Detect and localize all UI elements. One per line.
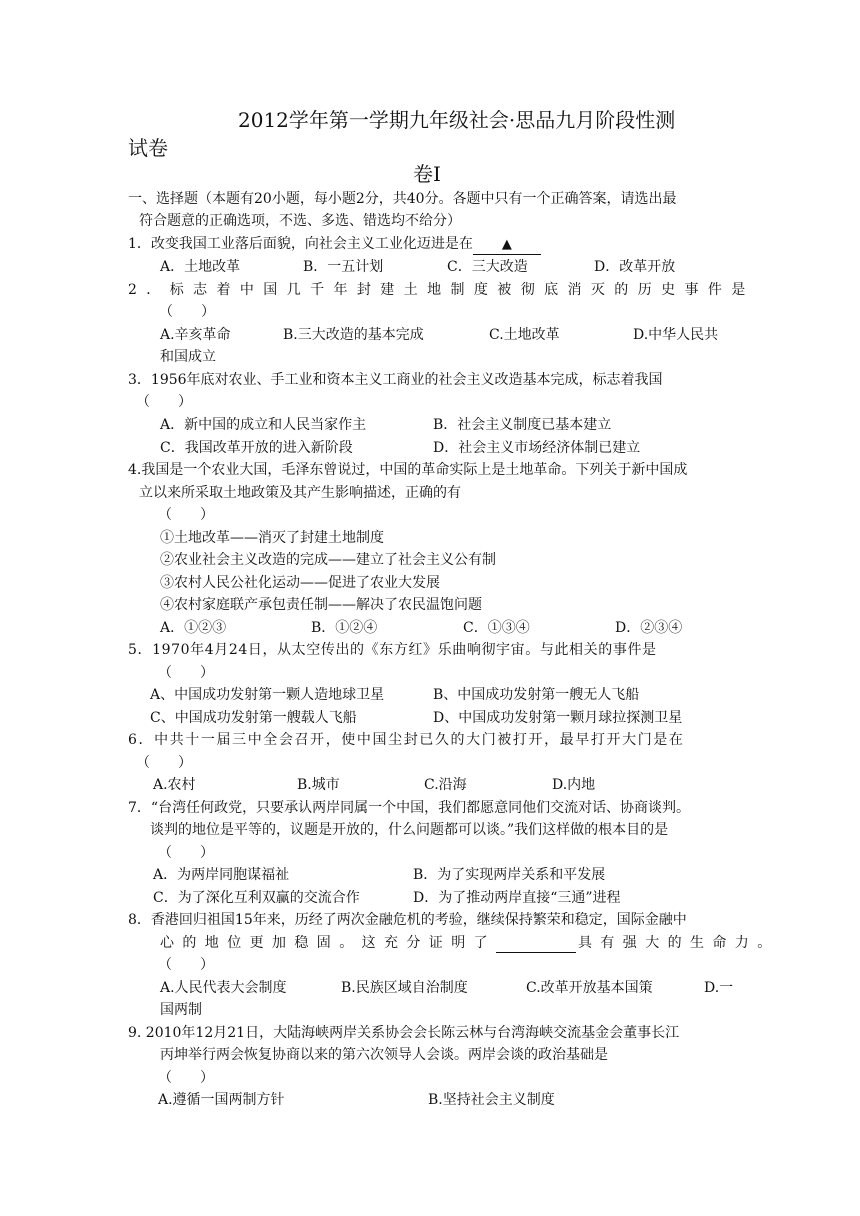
q7-option-b: B．为了实现两岸关系和平发展 (413, 867, 606, 883)
q8-stem-line-2-end: 具有强大的生命力。 (578, 935, 780, 951)
q6-option-d: D.内地 (552, 777, 596, 793)
title-line-1: 2012学年第一学期九年级社会·思品九月阶段性测 (238, 108, 676, 132)
q3-option-c: C．我国改革开放的进入新阶段 (160, 440, 353, 456)
q4-item-1: ①土地改革——消灭了封建土地制度 (160, 530, 384, 546)
q7-option-a: A．为两岸同胞谋福祉 (153, 867, 290, 883)
q9-stem-line-2: 丙坤举行两会恢复协商以来的第六次领导人会谈。两岸会谈的政治基础是 (160, 1047, 608, 1063)
q6-option-c: C.沿海 (424, 777, 467, 793)
q7-stem-line-1: 7．“台湾任何政党，只要承认两岸同属一个中国，我们都愿意同他们交流对话、协商谈判。 (128, 800, 691, 816)
q2-stem: 2．标志着中国几千年封建土地制度被彻底消灭的历史事件是 (128, 282, 755, 298)
q8-option-b: B.民族区域自治制度 (341, 980, 468, 996)
q8-stem-line-2 (160, 934, 780, 953)
q1-option-a: A．土地改革 (160, 259, 241, 275)
q4-stem-line-1: 4.我国是一个农业大国，毛泽东曾说过，中国的革命实际上是土地革命。下列关于新中国成 (128, 462, 688, 478)
q8-option-c: C.改革开放基本国策 (526, 980, 653, 996)
q6-option-b: B.城市 (297, 777, 340, 793)
q4-option-b: B．①②④ (311, 620, 378, 636)
q5-option-c: C、中国成功发射第一艘载人飞船 (150, 710, 357, 726)
q2-paren: （ ） (159, 304, 215, 320)
q8-paren: （ ） (158, 957, 214, 973)
q1-option-b: B．一五计划 (303, 259, 384, 275)
q4-option-d: D．②③④ (615, 620, 683, 636)
q1-answer-blank (473, 235, 541, 255)
q6-stem: 6．中共十一届三中全会召开，使中国尘封已久的大门被打开，最早打开大门是在 (128, 732, 685, 748)
q5-option-a: A、中国成功发射第一颗人造地球卫星 (150, 687, 385, 703)
q4-option-a: A．①②③ (160, 620, 227, 636)
q8-stem-line-2-start: 心的地位更加稳固。这充分证明了 (160, 935, 496, 951)
q1-option-d: D．改革开放 (594, 259, 676, 275)
title-line-2: 试卷 (128, 136, 168, 160)
q3-stem: 3．1956年底对农业、手工业和资本主义工商业的社会主义改造基本完成，标志着我国 (128, 372, 663, 388)
q3-option-a: A．新中国的成立和人民当家作主 (160, 417, 367, 433)
q4-item-2: ②农业社会主义改造的完成——建立了社会主义公有制 (160, 552, 496, 568)
q8-answer-blank (496, 934, 576, 953)
q8-option-d: D.一 (704, 980, 734, 996)
q4-item-3: ③农村人民公社化运动——促进了农业大发展 (160, 575, 440, 591)
q5-option-d: D、中国成功发射第一颗月球拉探测卫星 (433, 710, 683, 726)
triangle-mark-icon: ▲ (501, 237, 512, 252)
q4-option-c: C．①③④ (463, 620, 530, 636)
q2-option-c: C.土地改革 (489, 327, 560, 343)
q9-option-a: A.遵循一国两制方针 (158, 1092, 285, 1108)
q7-stem-line-2: 谈判的地位是平等的，议题是开放的，什么问题都可以谈。”我们这样做的根本目的是 (150, 822, 669, 838)
q7-paren: （ ） (158, 845, 214, 861)
q2-option-a: A.辛亥革命 (160, 327, 231, 343)
q5-stem: 5．1970年4月24日，从太空传出的《东方红》乐曲响彻宇宙。与此相关的事件是 (128, 642, 657, 658)
q8-option-a: A.人民代表大会制度 (160, 980, 287, 996)
q8-stem-line-1: 8．香港回归祖国15年来，历经了两次金融危机的考验，继续保持繁荣和稳定，国际金融中 (128, 912, 687, 928)
q3-option-d: D．社会主义市场经济体制已建立 (433, 440, 641, 456)
q9-option-b: B.坚持社会主义制度 (428, 1092, 555, 1108)
q2-option-d: D.中华人民共 (633, 327, 719, 343)
q9-stem-line-1: 9. 2010年12月21日，大陆海峡两岸关系协会会长陈云林与台湾海峡交流基金会董事长江 (128, 1025, 680, 1041)
q1-stem-text: 1．改变我国工业落后面貌，向社会主义工业化迈进是在 (128, 236, 473, 252)
q2-option-d-wrap: 和国成立 (160, 349, 216, 365)
q7-option-d: D．为了推动两岸直接“三通”进程 (413, 890, 621, 906)
q3-option-b: B．社会主义制度已基本建立 (433, 417, 612, 433)
q4-stem-line-2: 立以来所采取土地政策及其产生影响描述，正确的有 (139, 485, 461, 501)
q9-paren: （ ） (158, 1070, 214, 1086)
q2-option-b: B.三大改造的基本完成 (283, 327, 424, 343)
q7-option-c: C．为了深化互利双赢的交流合作 (153, 890, 360, 906)
q4-paren: （ ） (158, 507, 214, 523)
volume-label: 卷Ⅰ (413, 162, 441, 186)
q8-option-d-wrap: 国两制 (160, 1002, 202, 1018)
section-intro-line-2: 符合题意的正确选项，不选、多选、错选均不给分） (139, 213, 461, 229)
section-intro-line-1: 一、选择题（本题有20小题，每小题2分，共40分。各题中只有一个正确答案，请选出最 (128, 191, 677, 207)
q1-stem (128, 235, 541, 255)
q1-option-c: C．三大改造 (447, 259, 528, 275)
q5-option-b: B、中国成功发射第一艘无人飞船 (433, 687, 640, 703)
q3-paren: （ ） (136, 394, 192, 410)
q5-paren: （ ） (158, 665, 214, 681)
q6-paren: （ ） (136, 755, 192, 771)
q6-option-a: A.农村 (153, 777, 196, 793)
q4-item-4: ④农村家庭联产承包责任制——解决了农民温饱问题 (160, 597, 482, 613)
